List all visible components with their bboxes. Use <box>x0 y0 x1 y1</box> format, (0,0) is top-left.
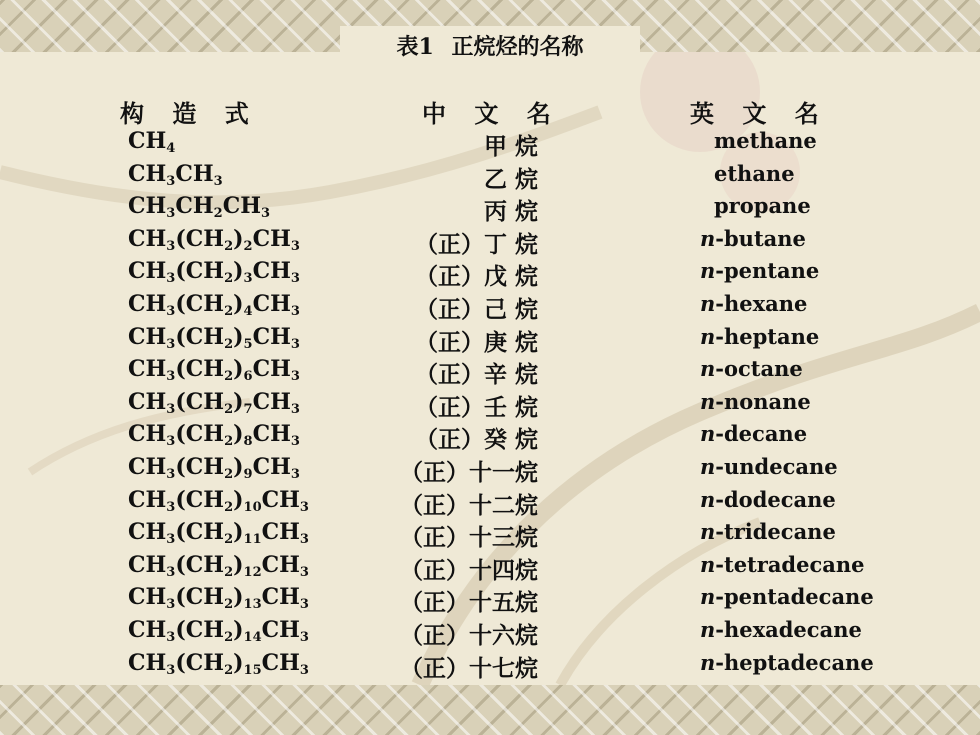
formula-subscript: 3 <box>166 532 176 548</box>
english-name-text: -octane <box>715 356 803 382</box>
formula-subscript: 2 <box>224 401 234 417</box>
formula-text: ) <box>233 584 244 611</box>
formula-text: (CH <box>175 225 225 252</box>
formula-text: CH <box>175 160 214 187</box>
english-name-text: -decane <box>715 421 808 447</box>
structural-formula <box>128 226 300 254</box>
formula-subscript: 3 <box>299 564 309 580</box>
formula-subscript: 2 <box>224 662 234 678</box>
english-name <box>700 291 807 316</box>
normal-prefix: n <box>700 649 716 675</box>
english-name <box>714 193 811 218</box>
formula-text: ) <box>233 291 244 317</box>
formula-subscript: 15 <box>243 662 262 678</box>
english-name-text: -nonane <box>715 388 811 414</box>
formula-subscript: 3 <box>166 336 176 352</box>
english-name <box>700 389 811 414</box>
formula-subscript: 3 <box>299 597 309 613</box>
structural-formula <box>128 291 300 319</box>
formula-text: CH <box>128 128 167 154</box>
english-name <box>700 552 865 577</box>
formula-subscript: 2 <box>224 271 234 287</box>
formula-text: (CH <box>175 323 225 350</box>
formula-text: CH <box>128 291 167 317</box>
formula-subscript: 3 <box>166 206 176 222</box>
formula-text: CH <box>261 486 300 513</box>
english-name <box>700 324 819 349</box>
english-name-text: -pentane <box>715 258 820 284</box>
formula-subscript: 2 <box>224 564 234 580</box>
header-formula: 构 造 式 <box>120 100 259 128</box>
chinese-name: （正）十一烷 <box>400 460 538 486</box>
formula-text: (CH <box>175 551 225 578</box>
chinese-name: （正）戊 烷 <box>414 264 538 291</box>
formula-subscript: 3 <box>290 467 300 482</box>
formula-text: ) <box>233 486 244 513</box>
formula-subscript: 2 <box>224 532 234 548</box>
structural-formula <box>128 389 300 417</box>
chinese-name: （正）丁 烷 <box>414 231 538 258</box>
table-title <box>0 30 980 61</box>
formula-subscript: 3 <box>166 434 176 450</box>
table-row <box>0 356 980 388</box>
formula-text: CH <box>261 551 300 578</box>
english-name <box>714 128 817 153</box>
formula-text: (CH <box>175 584 225 611</box>
formula-subscript: 13 <box>243 597 262 613</box>
formula-subscript: 4 <box>166 141 176 156</box>
formula-text: CH <box>128 421 167 448</box>
english-name-text: propane <box>714 193 811 219</box>
formula-subscript: 3 <box>299 630 309 645</box>
formula-text: CH <box>252 421 291 448</box>
formula-text: CH <box>128 617 167 643</box>
structural-formula <box>128 356 300 384</box>
formula-text: ) <box>233 649 244 676</box>
table-row <box>0 258 980 290</box>
formula-subscript: 2 <box>243 238 253 254</box>
english-name-text: -heptadecane <box>715 649 874 675</box>
formula-subscript: 2 <box>224 499 234 515</box>
formula-subscript: 3 <box>290 369 300 385</box>
formula-text: ) <box>233 323 244 350</box>
chinese-name: 甲 烷 <box>483 134 538 160</box>
formula-text: CH <box>128 388 167 415</box>
english-name <box>700 226 806 251</box>
formula-subscript: 3 <box>166 369 176 385</box>
formula-text: CH <box>128 486 167 513</box>
normal-prefix: n <box>700 258 716 284</box>
english-name-text: -undecane <box>715 454 838 479</box>
formula-subscript: 2 <box>224 597 234 613</box>
formula-subscript: 3 <box>166 597 176 613</box>
chinese-name: （正）壬 烷 <box>414 394 538 421</box>
formula-text: CH <box>261 519 300 546</box>
english-name <box>700 421 807 446</box>
formula-text: CH <box>252 323 291 350</box>
table-row <box>0 487 980 519</box>
formula-text: (CH <box>175 486 225 513</box>
chinese-name: （正）十六烷 <box>400 623 538 649</box>
formula-subscript: 3 <box>166 238 176 254</box>
formula-subscript: 3 <box>299 532 309 548</box>
chinese-name: （正）庚 烷 <box>414 329 538 356</box>
formula-subscript: 2 <box>224 369 234 385</box>
formula-subscript: 7 <box>243 401 253 417</box>
normal-prefix: n <box>700 617 716 642</box>
formula-text: ) <box>233 551 244 578</box>
formula-subscript: 3 <box>166 304 176 319</box>
formula-text: CH <box>252 356 291 383</box>
formula-text: CH <box>252 388 291 415</box>
formula-text: (CH <box>175 649 225 676</box>
formula-text: (CH <box>175 388 225 415</box>
formula-text: (CH <box>175 617 225 643</box>
formula-text: CH <box>128 519 167 546</box>
formula-subscript: 3 <box>166 630 176 645</box>
table-row <box>0 519 980 551</box>
formula-subscript: 5 <box>243 336 253 352</box>
formula-text: CH <box>261 617 300 643</box>
formula-subscript: 14 <box>243 630 262 645</box>
english-name-text: -tridecane <box>715 519 836 545</box>
english-name <box>714 161 795 186</box>
normal-prefix: n <box>700 486 716 512</box>
formula-text: CH <box>175 193 214 220</box>
header-english-name: 英 文 名 <box>690 100 829 128</box>
normal-prefix: n <box>700 454 716 479</box>
normal-prefix: n <box>700 584 716 610</box>
table-row <box>0 584 980 616</box>
structural-formula <box>128 617 309 645</box>
structural-formula <box>128 584 309 612</box>
formula-subscript: 3 <box>290 271 300 287</box>
formula-text: CH <box>222 193 261 220</box>
normal-prefix: n <box>700 388 716 414</box>
structural-formula <box>128 324 300 352</box>
title-number: 表1 <box>396 34 434 60</box>
english-name <box>700 519 836 544</box>
formula-text: ) <box>233 388 244 415</box>
normal-prefix: n <box>700 551 716 577</box>
normal-prefix: n <box>700 291 716 316</box>
structural-formula <box>128 421 300 449</box>
formula-subscript: 4 <box>243 304 253 319</box>
formula-subscript: 3 <box>290 238 300 254</box>
table-row <box>0 291 980 323</box>
formula-text: CH <box>252 291 291 317</box>
formula-text: CH <box>128 454 167 480</box>
formula-text: CH <box>128 225 167 252</box>
formula-text: (CH <box>175 519 225 546</box>
table-row <box>0 389 980 421</box>
formula-text: CH <box>128 356 167 383</box>
table-row <box>0 617 980 649</box>
english-name <box>700 617 862 642</box>
header-chinese-name: 中 文 名 <box>422 100 561 128</box>
english-name <box>700 258 819 283</box>
formula-text: CH <box>252 225 291 252</box>
chinese-name: （正）十五烷 <box>400 590 538 617</box>
formula-subscript: 11 <box>243 532 262 548</box>
formula-text: CH <box>261 584 300 611</box>
structural-formula <box>128 258 300 286</box>
formula-subscript: 3 <box>166 564 176 580</box>
table-row <box>0 421 980 453</box>
table-row <box>0 552 980 584</box>
formula-subscript: 2 <box>224 434 234 450</box>
formula-text: (CH <box>175 454 225 480</box>
formula-subscript: 6 <box>243 369 253 385</box>
formula-text: ) <box>233 617 244 643</box>
formula-text: ) <box>233 225 244 252</box>
structural-formula <box>128 519 309 547</box>
formula-subscript: 12 <box>243 564 262 580</box>
formula-subscript: 2 <box>224 467 234 482</box>
formula-text: CH <box>128 649 167 676</box>
formula-subscript: 9 <box>243 467 253 482</box>
formula-subscript: 3 <box>290 434 300 450</box>
formula-text: CH <box>128 160 167 187</box>
formula-subscript: 2 <box>224 336 234 352</box>
formula-subscript: 3 <box>166 499 176 515</box>
english-name <box>700 454 838 479</box>
formula-text: CH <box>128 193 167 220</box>
structural-formula <box>128 454 300 482</box>
formula-subscript: 3 <box>166 271 176 287</box>
formula-subscript: 2 <box>224 630 234 645</box>
formula-subscript: 3 <box>299 662 309 678</box>
formula-text: ) <box>233 421 244 448</box>
formula-subscript: 3 <box>166 401 176 417</box>
english-name <box>700 650 874 675</box>
formula-text: CH <box>252 258 291 285</box>
formula-text: CH <box>128 258 167 285</box>
structural-formula <box>128 552 309 580</box>
chinese-name: （正）辛 烷 <box>414 362 538 389</box>
structural-formula <box>128 161 223 189</box>
formula-subscript: 2 <box>213 206 223 222</box>
formula-subscript: 3 <box>299 499 309 515</box>
table-row <box>0 454 980 486</box>
formula-subscript: 3 <box>290 304 300 319</box>
formula-subscript: 10 <box>243 499 262 515</box>
formula-subscript: 3 <box>290 336 300 352</box>
normal-prefix: n <box>700 356 716 382</box>
formula-text: CH <box>261 649 300 676</box>
english-name-text: -heptane <box>715 323 820 349</box>
formula-text: (CH <box>175 291 225 317</box>
formula-text: CH <box>128 551 167 578</box>
formula-text: ) <box>233 454 244 480</box>
formula-subscript: 3 <box>166 173 176 189</box>
table-row <box>0 650 980 682</box>
structural-formula <box>128 128 175 156</box>
english-name-text: methane <box>714 128 817 153</box>
title-text: 正烷烃的名称 <box>451 35 584 60</box>
formula-text: (CH <box>175 421 225 448</box>
formula-text: CH <box>128 584 167 611</box>
english-name-text: -tetradecane <box>715 551 865 577</box>
english-name-text: ethane <box>714 160 795 186</box>
normal-prefix: n <box>700 519 716 545</box>
formula-subscript: 3 <box>166 467 176 482</box>
formula-text: ) <box>233 519 244 546</box>
english-name <box>700 356 803 381</box>
normal-prefix: n <box>700 225 716 251</box>
formula-text: CH <box>252 454 291 480</box>
english-name-text: -hexadecane <box>715 617 862 642</box>
formula-subscript: 3 <box>213 173 223 189</box>
chinese-name: （正）十三烷 <box>400 525 538 552</box>
english-name-text: -dodecane <box>715 486 836 512</box>
chinese-name: 乙 烷 <box>483 166 538 193</box>
english-name <box>700 584 874 609</box>
formula-text: (CH <box>175 258 225 285</box>
formula-subscript: 3 <box>243 271 253 287</box>
table-row <box>0 193 980 225</box>
chinese-name: （正）十四烷 <box>400 557 538 584</box>
chinese-name: （正）癸 烷 <box>414 427 538 454</box>
table-row <box>0 226 980 258</box>
chinese-name: （正）十二烷 <box>400 492 538 519</box>
formula-text: ) <box>233 356 244 383</box>
formula-text: (CH <box>175 356 225 383</box>
chinese-name: 丙 烷 <box>483 199 538 226</box>
formula-text: CH <box>128 323 167 350</box>
english-name-text: -butane <box>715 225 806 251</box>
formula-subscript: 3 <box>166 662 176 678</box>
normal-prefix: n <box>700 421 716 447</box>
structural-formula <box>128 487 309 515</box>
table-row <box>0 128 980 160</box>
normal-prefix: n <box>700 323 716 349</box>
formula-subscript: 8 <box>243 434 253 450</box>
formula-subscript: 3 <box>290 401 300 417</box>
structural-formula <box>128 650 309 678</box>
table-row <box>0 324 980 356</box>
formula-subscript: 2 <box>224 304 234 319</box>
decorative-bottom-border <box>0 685 980 735</box>
english-name <box>700 487 836 512</box>
english-name-text: -hexane <box>715 291 808 316</box>
structural-formula <box>128 193 270 221</box>
english-name-text: -pentadecane <box>715 584 874 610</box>
chinese-name: （正）己 烷 <box>414 297 538 323</box>
formula-subscript: 2 <box>224 238 234 254</box>
formula-subscript: 3 <box>260 206 271 222</box>
chinese-name: （正）十七烷 <box>400 655 538 682</box>
table-row <box>0 161 980 193</box>
formula-text: ) <box>233 258 244 285</box>
